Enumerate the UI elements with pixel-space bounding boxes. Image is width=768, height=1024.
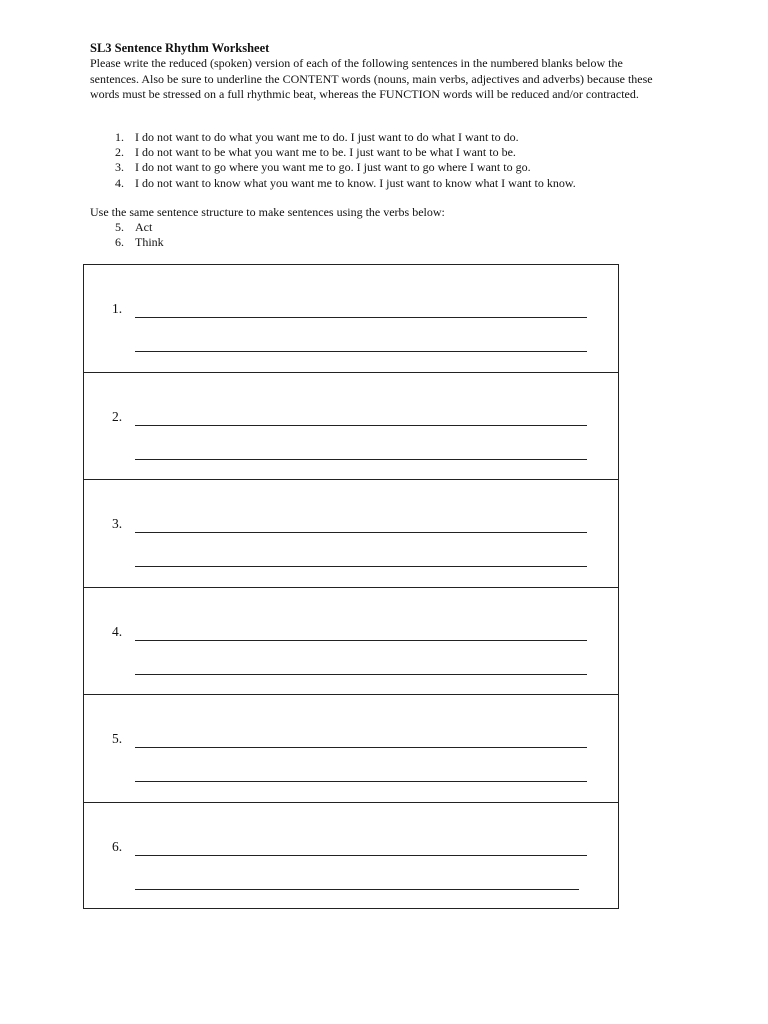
- verb-number: 6 .: [112, 235, 124, 250]
- verb-list: [90, 220, 390, 250]
- answer-row: [84, 803, 618, 911]
- answer-row-number: 4 .: [112, 624, 122, 640]
- answer-blank-line[interactable]: [135, 532, 587, 533]
- sentence-text: I do not want to be what you want me to be. I just want to be what I want to be.: [135, 145, 516, 160]
- sentence-number: 4 .: [112, 176, 124, 191]
- verb-text: Think: [135, 235, 164, 250]
- answer-row-number: 5 .: [112, 731, 122, 747]
- answer-table: [83, 264, 619, 909]
- answer-blank-line[interactable]: [135, 889, 579, 890]
- sentence-list: [90, 130, 690, 191]
- verb-number: 5 .: [112, 220, 124, 235]
- sentence-item: [90, 130, 690, 145]
- answer-blank-line[interactable]: [135, 781, 587, 782]
- answer-blank-line[interactable]: [135, 640, 587, 641]
- answer-blank-line[interactable]: [135, 459, 587, 460]
- answer-row-number: 1 .: [112, 301, 122, 317]
- verbs-intro: Use the same sentence structure to make sentences using the verbs below:: [90, 205, 445, 219]
- verb-item: [90, 220, 390, 235]
- answer-row: [84, 373, 618, 481]
- answer-blank-line[interactable]: [135, 425, 587, 426]
- answer-row: [84, 265, 618, 373]
- worksheet-instructions: Please write the reduced (spoken) version of each of the following sentences in the numbered blanks below the sentences. Also be sure to underline the CONTENT words (nouns, main verbs, adjectives and adverbs) because these words must be stressed on a full rhythmic beat, whereas the FUNCTION words will be reduced and/or contracted.: [90, 56, 653, 101]
- answer-blank-line[interactable]: [135, 747, 587, 748]
- answer-row: [84, 480, 618, 588]
- answer-row-number: 3 .: [112, 516, 122, 532]
- sentence-item: [90, 145, 690, 160]
- answer-row: [84, 588, 618, 696]
- answer-row-number: 6 .: [112, 839, 122, 855]
- answer-blank-line[interactable]: [135, 855, 587, 856]
- sentence-number: 3 .: [112, 160, 124, 175]
- verb-item: [90, 235, 390, 250]
- answer-blank-line[interactable]: [135, 317, 587, 318]
- worksheet-title: SL3 Sentence Rhythm Worksheet: [90, 41, 270, 55]
- sentence-text: I do not want to go where you want me to go. I just want to go where I want to go.: [135, 160, 531, 175]
- answer-blank-line[interactable]: [135, 351, 587, 352]
- sentence-item: [90, 160, 690, 175]
- answer-blank-line[interactable]: [135, 674, 587, 675]
- answer-row-number: 2 .: [112, 409, 122, 425]
- answer-blank-line[interactable]: [135, 566, 587, 567]
- sentence-text: I do not want to know what you want me to know. I just want to know what I want to know.: [135, 175, 576, 190]
- verb-text: Act: [135, 220, 153, 234]
- answer-row: [84, 695, 618, 803]
- sentence-text: I do not want to do what you want me to do. I just want to do what I want to do.: [135, 130, 519, 144]
- sentence-item: [90, 176, 690, 191]
- sentence-number: 2 .: [112, 145, 124, 160]
- sentence-number: 1 .: [112, 130, 124, 145]
